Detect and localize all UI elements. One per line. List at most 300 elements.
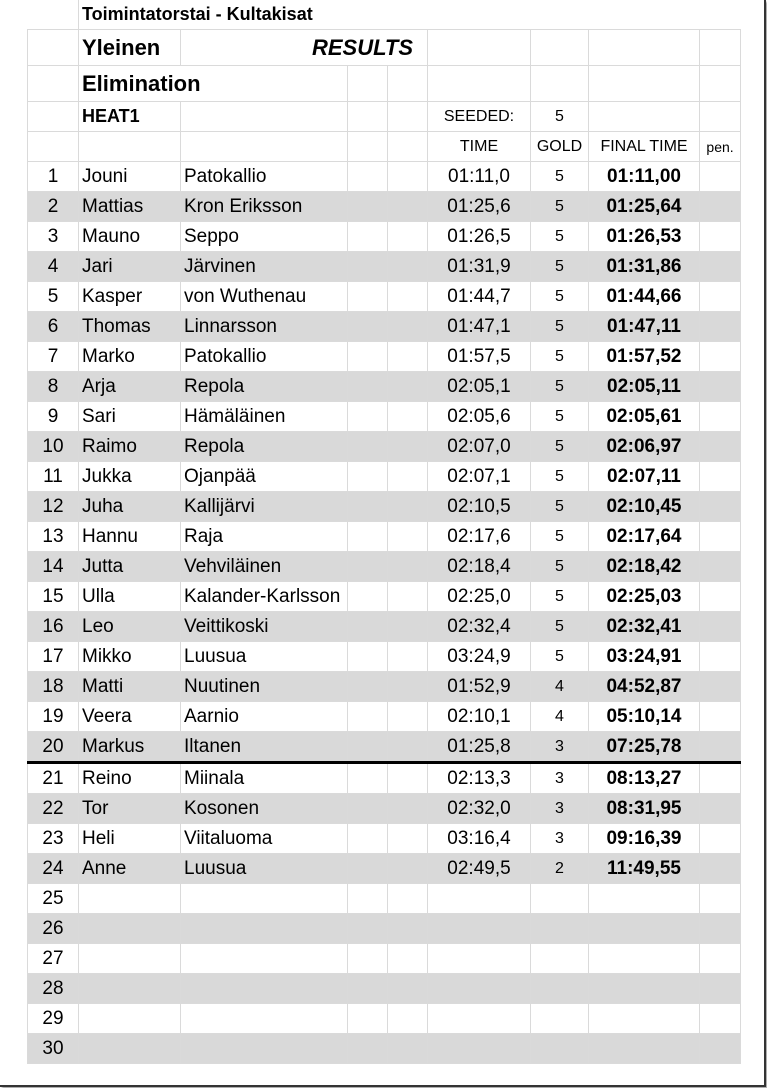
last-name-cell: Repola (181, 432, 348, 462)
gold-cell: 5 (531, 282, 589, 312)
empty-cell (348, 372, 388, 402)
empty-cell (348, 884, 388, 914)
pen-cell (700, 492, 741, 522)
first-name-cell (79, 884, 181, 914)
last-name-cell: Patokallio (181, 162, 348, 192)
table-row (28, 342, 741, 372)
final-time-cell: 09:16,39 (589, 824, 700, 854)
empty-cell (388, 372, 428, 402)
gold-cell: 5 (531, 642, 589, 672)
first-name-cell: Reino (79, 763, 181, 794)
first-name-cell: Mattias (79, 192, 181, 222)
final-time-cell: 08:31,95 (589, 794, 700, 824)
pen-cell (700, 522, 741, 552)
empty-cell (388, 222, 428, 252)
empty-cell (388, 282, 428, 312)
final-time-cell (589, 884, 700, 914)
last-name-cell: Viitaluoma (181, 824, 348, 854)
empty-cell (348, 282, 388, 312)
final-time-cell: 05:10,14 (589, 702, 700, 732)
first-name-cell: Tor (79, 794, 181, 824)
table-row (28, 552, 741, 582)
first-name-cell (79, 1004, 181, 1034)
table-row (28, 1034, 741, 1064)
first-name-cell: Hannu (79, 522, 181, 552)
empty-cell (388, 854, 428, 884)
time-cell: 03:16,4 (428, 824, 531, 854)
final-time-cell: 02:06,97 (589, 432, 700, 462)
final-time-cell (589, 1004, 700, 1034)
pen-cell (700, 162, 741, 192)
pen-cell (700, 763, 741, 794)
table-row (28, 372, 741, 402)
empty-cell (388, 462, 428, 492)
last-name-cell: Luusua (181, 854, 348, 884)
pen-cell (700, 642, 741, 672)
position-cell: 2 (28, 192, 79, 222)
first-name-cell: Mikko (79, 642, 181, 672)
pen-cell (700, 582, 741, 612)
position-cell: 12 (28, 492, 79, 522)
empty-cell (388, 522, 428, 552)
position-cell: 29 (28, 1004, 79, 1034)
category-row (28, 30, 741, 66)
first-name-cell: Heli (79, 824, 181, 854)
gold-cell: 5 (531, 582, 589, 612)
pen-cell (700, 612, 741, 642)
empty-cell (348, 222, 388, 252)
position-cell: 10 (28, 432, 79, 462)
seeded-value: 5 (531, 102, 589, 132)
empty-cell (348, 794, 388, 824)
last-name-cell (181, 1004, 348, 1034)
empty-cell (348, 702, 388, 732)
pen-cell (700, 282, 741, 312)
final-time-cell: 01:47,11 (589, 312, 700, 342)
empty-cell (388, 582, 428, 612)
last-name-cell: Linnarsson (181, 312, 348, 342)
table-row (28, 824, 741, 854)
table-row (28, 162, 741, 192)
final-time-cell: 02:17,64 (589, 522, 700, 552)
time-cell (428, 1034, 531, 1064)
time-cell: 02:07,1 (428, 462, 531, 492)
empty-cell (348, 1034, 388, 1064)
final-time-cell (589, 914, 700, 944)
time-cell (428, 974, 531, 1004)
final-time-cell: 02:25,03 (589, 582, 700, 612)
gold-cell: 5 (531, 252, 589, 282)
position-cell: 19 (28, 702, 79, 732)
empty-cell (348, 824, 388, 854)
time-cell: 01:47,1 (428, 312, 531, 342)
final-time-cell: 02:18,42 (589, 552, 700, 582)
position-cell: 14 (28, 552, 79, 582)
first-name-cell: Ulla (79, 582, 181, 612)
table-row (28, 884, 741, 914)
empty-cell (348, 402, 388, 432)
gold-cell: 5 (531, 192, 589, 222)
time-cell (428, 1004, 531, 1034)
table-row (28, 282, 741, 312)
heat-row (28, 102, 741, 132)
time-cell: 02:10,5 (428, 492, 531, 522)
first-name-cell: Mauno (79, 222, 181, 252)
pen-cell (700, 402, 741, 432)
time-cell: 01:26,5 (428, 222, 531, 252)
empty-cell (348, 974, 388, 1004)
first-name-cell: Jouni (79, 162, 181, 192)
gold-cell: 5 (531, 222, 589, 252)
stage-label: Elimination (79, 66, 348, 102)
table-row (28, 522, 741, 552)
stage-row (28, 66, 741, 102)
last-name-cell (181, 944, 348, 974)
position-cell: 5 (28, 282, 79, 312)
first-name-cell: Jari (79, 252, 181, 282)
first-name-cell: Kasper (79, 282, 181, 312)
time-cell: 02:49,5 (428, 854, 531, 884)
pen-cell (700, 672, 741, 702)
first-name-cell: Marko (79, 342, 181, 372)
gold-cell: 5 (531, 612, 589, 642)
pen-cell (700, 1004, 741, 1034)
gold-cell: 3 (531, 732, 589, 763)
column-header-pen: pen. (700, 132, 741, 162)
pen-cell (700, 974, 741, 1004)
title-row (28, 0, 741, 30)
position-cell: 22 (28, 794, 79, 824)
gold-cell (531, 1004, 589, 1034)
empty-cell (348, 522, 388, 552)
time-cell: 01:31,9 (428, 252, 531, 282)
empty-cell (388, 192, 428, 222)
empty-cell (348, 914, 388, 944)
pen-cell (700, 342, 741, 372)
empty-cell (388, 794, 428, 824)
gold-cell: 4 (531, 672, 589, 702)
empty-cell (388, 732, 428, 763)
column-header-gold: GOLD (531, 132, 589, 162)
empty-cell (388, 342, 428, 372)
first-name-cell: Matti (79, 672, 181, 702)
column-header-time: TIME (428, 132, 531, 162)
gold-cell (531, 914, 589, 944)
final-time-cell: 01:44,66 (589, 282, 700, 312)
time-cell (428, 914, 531, 944)
empty-cell (348, 642, 388, 672)
empty-cell (348, 854, 388, 884)
time-cell (428, 884, 531, 914)
empty-cell (388, 672, 428, 702)
pen-cell (700, 854, 741, 884)
table-row (28, 944, 741, 974)
last-name-cell: Kron Eriksson (181, 192, 348, 222)
empty-cell (348, 252, 388, 282)
position-cell: 27 (28, 944, 79, 974)
time-cell: 02:18,4 (428, 552, 531, 582)
gold-cell: 5 (531, 522, 589, 552)
empty-cell (348, 944, 388, 974)
time-cell (428, 944, 531, 974)
empty-cell (388, 824, 428, 854)
pen-cell (700, 884, 741, 914)
final-time-cell: 11:49,55 (589, 854, 700, 884)
pen-cell (700, 312, 741, 342)
first-name-cell: Jukka (79, 462, 181, 492)
position-cell: 3 (28, 222, 79, 252)
table-row (28, 854, 741, 884)
table-row (28, 402, 741, 432)
position-cell: 7 (28, 342, 79, 372)
last-name-cell: Kalander-Karlsson (181, 582, 348, 612)
position-cell: 13 (28, 522, 79, 552)
position-cell: 17 (28, 642, 79, 672)
time-cell: 01:25,6 (428, 192, 531, 222)
empty-cell (388, 552, 428, 582)
first-name-cell (79, 1034, 181, 1064)
table-row (28, 914, 741, 944)
position-cell: 23 (28, 824, 79, 854)
position-cell: 8 (28, 372, 79, 402)
position-cell: 25 (28, 884, 79, 914)
final-time-cell: 02:05,11 (589, 372, 700, 402)
time-cell: 03:24,9 (428, 642, 531, 672)
table-row (28, 582, 741, 612)
pen-cell (700, 432, 741, 462)
gold-cell: 2 (531, 854, 589, 884)
table-row (28, 492, 741, 522)
pen-cell (700, 732, 741, 763)
final-time-cell: 02:10,45 (589, 492, 700, 522)
time-cell: 02:07,0 (428, 432, 531, 462)
table-row (28, 312, 741, 342)
position-cell: 21 (28, 763, 79, 794)
empty-cell (388, 702, 428, 732)
time-cell: 01:57,5 (428, 342, 531, 372)
last-name-cell (181, 884, 348, 914)
final-time-cell (589, 944, 700, 974)
gold-cell (531, 884, 589, 914)
empty-cell (348, 582, 388, 612)
empty-cell (348, 732, 388, 763)
table-row (28, 462, 741, 492)
first-name-cell: Arja (79, 372, 181, 402)
position-cell: 26 (28, 914, 79, 944)
last-name-cell (181, 1034, 348, 1064)
final-time-cell: 01:25,64 (589, 192, 700, 222)
first-name-cell (79, 944, 181, 974)
last-name-cell: Raja (181, 522, 348, 552)
pen-cell (700, 372, 741, 402)
final-time-cell: 01:26,53 (589, 222, 700, 252)
results-label: RESULTS (181, 30, 428, 66)
gold-cell: 5 (531, 462, 589, 492)
empty-cell (348, 342, 388, 372)
gold-cell: 5 (531, 372, 589, 402)
last-name-cell (181, 914, 348, 944)
pen-cell (700, 914, 741, 944)
final-time-cell: 01:31,86 (589, 252, 700, 282)
final-time-cell (589, 974, 700, 1004)
empty-cell (388, 162, 428, 192)
table-row (28, 794, 741, 824)
gold-cell: 5 (531, 342, 589, 372)
pen-cell (700, 794, 741, 824)
time-cell: 01:11,0 (428, 162, 531, 192)
column-header-row (28, 132, 741, 162)
last-name-cell: Vehviläinen (181, 552, 348, 582)
first-name-cell: Leo (79, 612, 181, 642)
pen-cell (700, 222, 741, 252)
time-cell: 02:32,4 (428, 612, 531, 642)
category-label: Yleinen (79, 30, 181, 66)
gold-cell (531, 974, 589, 1004)
final-time-cell: 08:13,27 (589, 763, 700, 794)
position-cell: 4 (28, 252, 79, 282)
empty-cell (348, 672, 388, 702)
position-cell: 15 (28, 582, 79, 612)
time-cell: 02:17,6 (428, 522, 531, 552)
empty-cell (348, 1004, 388, 1034)
position-cell: 24 (28, 854, 79, 884)
sheet-title: Toimintatorstai - Kultakisat (79, 0, 741, 30)
time-cell: 02:05,6 (428, 402, 531, 432)
position-cell: 18 (28, 672, 79, 702)
time-cell: 02:13,3 (428, 763, 531, 794)
final-time-cell: 02:05,61 (589, 402, 700, 432)
time-cell: 02:25,0 (428, 582, 531, 612)
final-time-cell: 01:57,52 (589, 342, 700, 372)
table-row (28, 252, 741, 282)
position-cell: 9 (28, 402, 79, 432)
empty-cell (388, 1004, 428, 1034)
last-name-cell: Seppo (181, 222, 348, 252)
empty-cell (388, 252, 428, 282)
empty-cell (388, 492, 428, 522)
first-name-cell: Raimo (79, 432, 181, 462)
final-time-cell: 07:25,78 (589, 732, 700, 763)
empty-cell (388, 402, 428, 432)
empty-cell (348, 312, 388, 342)
first-name-cell: Anne (79, 854, 181, 884)
empty-cell (348, 192, 388, 222)
pen-cell (700, 462, 741, 492)
empty-cell (388, 974, 428, 1004)
gold-cell: 5 (531, 552, 589, 582)
pen-cell (700, 192, 741, 222)
first-name-cell: Thomas (79, 312, 181, 342)
time-cell: 01:25,8 (428, 732, 531, 763)
position-cell: 16 (28, 612, 79, 642)
gold-cell: 5 (531, 312, 589, 342)
first-name-cell (79, 974, 181, 1004)
final-time-cell: 01:11,00 (589, 162, 700, 192)
final-time-cell (589, 1034, 700, 1064)
position-cell: 1 (28, 162, 79, 192)
pen-cell (700, 944, 741, 974)
table-row (28, 763, 741, 794)
gold-cell: 5 (531, 432, 589, 462)
table-row (28, 702, 741, 732)
empty-cell (388, 763, 428, 794)
table-row (28, 222, 741, 252)
column-header-final-time: FINAL TIME (589, 132, 700, 162)
pen-cell (700, 552, 741, 582)
table-row (28, 612, 741, 642)
first-name-cell: Sari (79, 402, 181, 432)
last-name-cell: Järvinen (181, 252, 348, 282)
last-name-cell: Miinala (181, 763, 348, 794)
last-name-cell: Patokallio (181, 342, 348, 372)
pen-cell (700, 1034, 741, 1064)
table-row (28, 732, 741, 763)
pen-cell (700, 824, 741, 854)
time-cell: 01:44,7 (428, 282, 531, 312)
seeded-label: SEEDED: (428, 102, 531, 132)
empty-cell (388, 884, 428, 914)
empty-cell (388, 944, 428, 974)
pen-cell (700, 702, 741, 732)
position-cell: 28 (28, 974, 79, 1004)
position-cell: 20 (28, 732, 79, 763)
empty-cell (388, 642, 428, 672)
empty-cell (348, 492, 388, 522)
position-cell: 30 (28, 1034, 79, 1064)
last-name-cell (181, 974, 348, 1004)
results-table (27, 0, 741, 1064)
results-body (28, 0, 741, 1064)
heat-label: HEAT1 (79, 102, 181, 132)
time-cell: 02:10,1 (428, 702, 531, 732)
empty-cell (348, 612, 388, 642)
results-sheet (27, 0, 740, 1064)
empty-cell (348, 763, 388, 794)
table-row (28, 974, 741, 1004)
gold-cell: 5 (531, 162, 589, 192)
final-time-cell: 04:52,87 (589, 672, 700, 702)
last-name-cell: Veittikoski (181, 612, 348, 642)
empty-cell (348, 432, 388, 462)
empty-cell (388, 312, 428, 342)
first-name-cell: Markus (79, 732, 181, 763)
empty-cell (388, 612, 428, 642)
last-name-cell: Aarnio (181, 702, 348, 732)
last-name-cell: Iltanen (181, 732, 348, 763)
table-row (28, 672, 741, 702)
last-name-cell: Nuutinen (181, 672, 348, 702)
gold-cell: 5 (531, 402, 589, 432)
gold-cell (531, 1034, 589, 1064)
last-name-cell: Kallijärvi (181, 492, 348, 522)
time-cell: 02:05,1 (428, 372, 531, 402)
last-name-cell: von Wuthenau (181, 282, 348, 312)
final-time-cell: 03:24,91 (589, 642, 700, 672)
gold-cell: 4 (531, 702, 589, 732)
position-cell: 11 (28, 462, 79, 492)
last-name-cell: Hämäläinen (181, 402, 348, 432)
final-time-cell: 02:07,11 (589, 462, 700, 492)
table-row (28, 1004, 741, 1034)
empty-cell (388, 432, 428, 462)
empty-cell (388, 914, 428, 944)
pen-cell (700, 252, 741, 282)
first-name-cell (79, 914, 181, 944)
gold-cell: 3 (531, 794, 589, 824)
gold-cell (531, 944, 589, 974)
table-row (28, 432, 741, 462)
table-row (28, 642, 741, 672)
